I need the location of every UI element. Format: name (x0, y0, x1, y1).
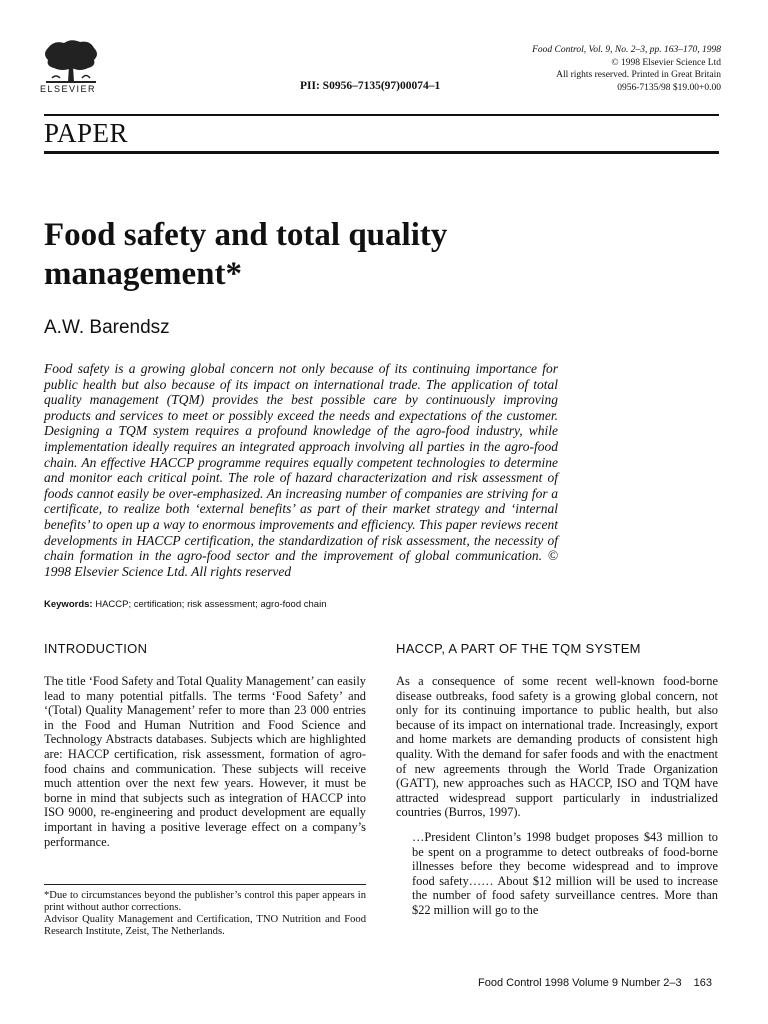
haccp-section-heading: HACCP, A PART OF THE TQM SYSTEM (396, 641, 641, 656)
footnote-divider (44, 884, 366, 885)
article-author: A.W. Barendsz (44, 317, 170, 338)
keywords (44, 599, 326, 610)
haccp-section-text: As a consequence of some recent well-known food-borne disease outbreaks, food safety is a growing global concern, not only for its continuing importance to public health, but also because of its impact on international trade. Increasingly, export and home markets are demanding products of consistent high quality. With the demand for safer foods and with the enactment of new agreements through the World Trade Organization (GATT), new approaches such as HACCP, ISO and TQM have attracted widespread support particularly in industrialized countries (Burros, 1997). (396, 674, 718, 820)
left-column (44, 641, 366, 849)
right-column (396, 641, 718, 918)
journal-citation-line: 0956-7135/98 $19.00+0.00 (617, 82, 721, 93)
footnote-text: *Due to circumstances beyond the publisher’s control this paper appears in print without author corrections. (44, 890, 366, 913)
page-footer (466, 977, 712, 989)
header-divider (44, 114, 719, 116)
footnote (44, 890, 366, 938)
journal-citation-line: All rights reserved. Printed in Great Britain (556, 70, 721, 80)
block-quote: …President Clinton’s 1998 budget proposes $43 million to be spent on a programme to detect outbreaks of food-borne illnesses before they become widespread and to improve food safety…… About $12 million will be used to increase the number of food safety surveillance centres. More than $22 million will go to the (412, 829, 718, 917)
keywords-list: HACCP; certification; risk assessment; agro-food chain (95, 599, 327, 610)
article-title: Food safety and total quality management* (44, 217, 448, 292)
keywords-label: Keywords: (44, 599, 93, 610)
pii-identifier: PII: S0956–7135(97)00074–1 (300, 80, 441, 92)
journal-citation-line: © 1998 Elsevier Science Ltd (611, 57, 721, 68)
page-number: 163 (693, 977, 712, 989)
article-abstract: Food safety is a growing global concern not only because of its continuing importance for public health but also because of its impact on international trade. The application of total quality management (TQM) provides the best possible care by continuously improving products and services to meet or possibly exceed the needs and expectations of the customer. Designing a TQM system requires a profound knowledge of the agro-food industry, while implementation ideally requires an integrated approach involving all parties in the agro-food chain. An effective HACCP programme requires equally competent technologies to determine and monitor each critical point. The role of hazard characterization and risk assessment of foods cannot easily be over-emphasized. An increasing number of companies are striving for a certificate, to realize both ‘external benefits’ as part of their market strategy and ‘internal benefits’ to open up a way to enormous improvements and efficiency. This paper reviews recent developments in HACCP certification, the standardization of risk assessment, the necessity of chain formation in the agro-food sector and the improvement of global communication. © 1998 Elsevier Science Ltd. All rights reserved (44, 361, 558, 579)
header-divider-thick (44, 151, 719, 154)
elsevier-tree-icon (40, 38, 102, 84)
introduction-text: The title ‘Food Safety and Total Quality Management’ can easily lead to many potential pitfalls. The terms ‘Food Safety’ and ‘(Total) Quality Management’ refer to more than 23 000 entries in the Food and Human Nutrition and Food Science and Technology Abstracts databases. Subjects which are highlighted are: HACCP certification, risk assessment, formation of agro-food chains and communication. These subjects will receive much attention over the next few years. However, it must be borne in mind that subjects such as integration of HACCP into ISO 9000, re-engineering and product development are equally important in having a positive leverage effect on a company’s performance. (44, 674, 366, 849)
journal-citation-line: Food Control, Vol. 9, No. 2–3, pp. 163–170, 1998 (532, 45, 721, 55)
introduction-heading: INTRODUCTION (44, 641, 148, 656)
footer-journal: Food Control 1998 Volume 9 Number 2–3 (478, 977, 682, 989)
section-kind-label: PAPER (44, 118, 129, 148)
journal-citation (532, 44, 721, 94)
author-affiliation: Advisor Quality Management and Certification, TNO Nutrition and Food Research Institute, Zeist, The Netherlands. (44, 914, 366, 937)
publisher-logo-text: ELSEVIER (40, 84, 97, 94)
